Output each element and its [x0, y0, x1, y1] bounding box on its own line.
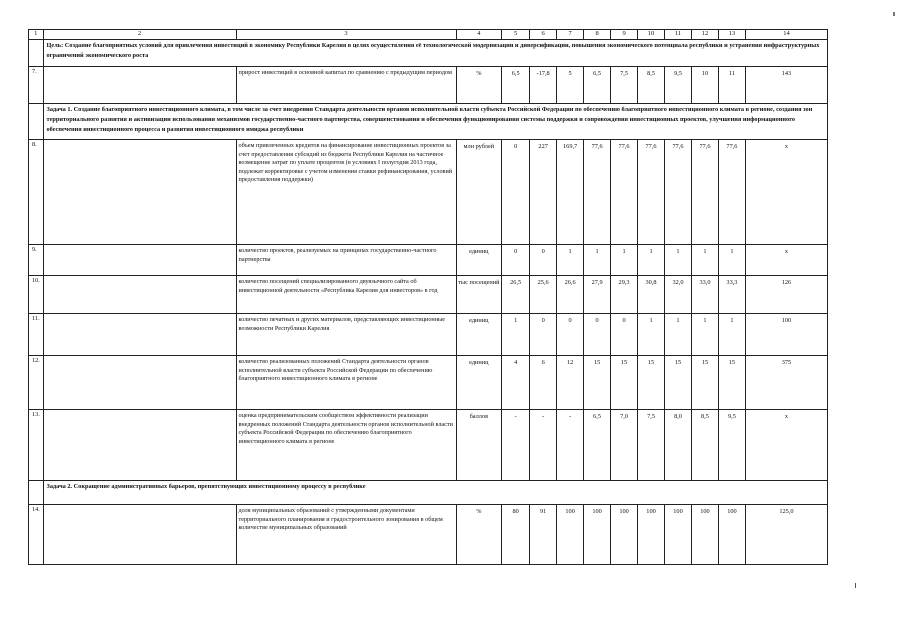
value-cell: 26,5: [502, 276, 530, 314]
value-cell: 25,6: [530, 276, 557, 314]
indicator-name: доля муниципальных образований с утвержденными документами территориального планирования и градостроительного зонирования в общем количестве муниципальных образований: [236, 505, 456, 565]
empty-cell: [43, 245, 236, 276]
header-cell: 5: [502, 30, 530, 40]
value-cell: 0: [530, 245, 557, 276]
header-cell: 4: [456, 30, 502, 40]
value-cell: 7,5: [611, 67, 638, 104]
value-cell: 227: [530, 140, 557, 245]
value-cell: 1: [665, 314, 692, 356]
value-cell: 1: [691, 314, 718, 356]
value-cell: 77,6: [638, 140, 665, 245]
empty-cell: [43, 410, 236, 481]
value-cell: 0: [530, 314, 557, 356]
total-value: 126: [745, 276, 827, 314]
value-cell: 4: [502, 356, 530, 410]
indicator-name: оценка предпринимательским сообществом эффективности реализации внедренных положений Стандарта деятельности органов исполнительной власти субъекта Российской Федерации по обеспечению благоприятного инвестиционного климата в регионе: [236, 410, 456, 481]
value-cell: 8,5: [638, 67, 665, 104]
table-row: [29, 356, 828, 410]
header-cell: 3: [236, 30, 456, 40]
header-cell: 12: [691, 30, 718, 40]
table-row: [29, 140, 828, 245]
value-cell: 100: [584, 505, 611, 565]
value-cell: 77,6: [691, 140, 718, 245]
row-number: 11.: [29, 314, 44, 356]
indicator-name: количество посещений специализированного двуязычного сайта об инвестиционной деятельности «Республика Карелия для инвесторов» в год: [236, 276, 456, 314]
value-cell: -: [557, 410, 584, 481]
header-cell: 11: [665, 30, 692, 40]
value-cell: 100: [665, 505, 692, 565]
value-cell: 100: [638, 505, 665, 565]
value-cell: 77,6: [584, 140, 611, 245]
value-cell: 1: [638, 245, 665, 276]
value-cell: 0: [502, 140, 530, 245]
empty-cell: [43, 276, 236, 314]
value-cell: 6: [530, 356, 557, 410]
header-cell: 1: [29, 30, 44, 40]
header-cell: 8: [584, 30, 611, 40]
empty-cell: [43, 140, 236, 245]
header-cell: 9: [611, 30, 638, 40]
value-cell: 1: [665, 245, 692, 276]
value-cell: 1: [557, 245, 584, 276]
value-cell: 6,5: [502, 67, 530, 104]
value-cell: 29,3: [611, 276, 638, 314]
header-cell: 2: [43, 30, 236, 40]
value-cell: 9,5: [665, 67, 692, 104]
value-cell: 77,6: [718, 140, 745, 245]
table-row: [29, 314, 828, 356]
value-cell: 1: [502, 314, 530, 356]
value-cell: 100: [691, 505, 718, 565]
value-cell: 0: [557, 314, 584, 356]
goal-text: Цель: Создание благоприятных условий для привлечения инвестиций в экономику Республики Карелия в целях осуществления её технологической модернизации и диверсификации, повышения экономического потенциала республики и устранения инфраструктурных ограничений экономического роста: [43, 40, 827, 67]
scan-mark: [893, 12, 895, 16]
indicator-name: объем привлеченных кредитов на финансирование инвестиционных проектов за счет предоставления субсидий из бюджета Республики Карелия на частичное возмещение затрат по уплате процентов (в условиях I полугодия 2013 года, подлежат корректировке с учетом изменения ставки рефинансирования, условий предоставления поддержки): [236, 140, 456, 245]
table-row: [29, 410, 828, 481]
unit: единиц: [456, 356, 502, 410]
total-value: 125,0: [745, 505, 827, 565]
unit: единиц: [456, 314, 502, 356]
row-number: 10.: [29, 276, 44, 314]
value-cell: 100: [718, 505, 745, 565]
total-value: 100: [745, 314, 827, 356]
indicator-name: количество проектов, реализуемых на принципах государственно-частного партнерства: [236, 245, 456, 276]
value-cell: 1: [691, 245, 718, 276]
empty-cell: [43, 67, 236, 104]
value-cell: -: [530, 410, 557, 481]
value-cell: 15: [584, 356, 611, 410]
value-cell: 77,6: [665, 140, 692, 245]
value-cell: 7,0: [611, 410, 638, 481]
task2-row: [29, 481, 828, 505]
value-cell: 8,5: [691, 410, 718, 481]
value-cell: 1: [718, 245, 745, 276]
value-cell: 0: [502, 245, 530, 276]
header-cell: 6: [530, 30, 557, 40]
header-cell: 7: [557, 30, 584, 40]
value-cell: 15: [638, 356, 665, 410]
value-cell: 0: [611, 314, 638, 356]
value-cell: 12: [557, 356, 584, 410]
indicator-name: количество реализованных положений Стандарта деятельности органов исполнительной власти субъекта Российской Федерации по обеспечению благоприятного инвестиционного климата в регионе: [236, 356, 456, 410]
scan-mark: [855, 583, 856, 588]
task2-text: Задача 2. Сокращение административных барьеров, препятствующих инвестиционному процессу в республике: [43, 481, 827, 505]
value-cell: 33,3: [718, 276, 745, 314]
row-number-cell: [29, 481, 44, 505]
row-number-cell: [29, 104, 44, 140]
value-cell: 33,0: [691, 276, 718, 314]
value-cell: 15: [718, 356, 745, 410]
value-cell: 169,7: [557, 140, 584, 245]
value-cell: 1: [611, 245, 638, 276]
indicator-name: количество печатных и других материалов, представляющих инвестиционные возможности Республики Карелия: [236, 314, 456, 356]
value-cell: 10: [691, 67, 718, 104]
value-cell: 6,5: [584, 410, 611, 481]
value-cell: 15: [611, 356, 638, 410]
unit: млн рублей: [456, 140, 502, 245]
row-number: 7.: [29, 67, 44, 104]
row-number: 12.: [29, 356, 44, 410]
row-number: 8.: [29, 140, 44, 245]
total-value: 143: [745, 67, 827, 104]
task1-text: Задача 1. Создание благоприятного инвестиционного климата, в том числе за счет внедрения Стандарта деятельности органов исполнительной власти субъекта Российской Федерации по обеспечению благоприятного инвестиционного климата в регионе, создания зон территориального развития и активизации использования механизмов государственно-частного партнерства, совершенствования и обеспечения функционирования системы поддержки и сопровождения инвестиционных проектов, улучшения информационного обеспечения инвестиционного процесса и развития инвестиционного имиджа республики: [43, 104, 827, 140]
value-cell: 15: [691, 356, 718, 410]
value-cell: 91: [530, 505, 557, 565]
row-number-cell: [29, 40, 44, 67]
table-row: [29, 276, 828, 314]
value-cell: 32,0: [665, 276, 692, 314]
value-cell: 27,9: [584, 276, 611, 314]
value-cell: 1: [718, 314, 745, 356]
header-row: [29, 30, 828, 40]
table-row: [29, 245, 828, 276]
row-number: 9.: [29, 245, 44, 276]
value-cell: 26,6: [557, 276, 584, 314]
value-cell: 80: [502, 505, 530, 565]
unit: тыс посещений: [456, 276, 502, 314]
row-number: 13.: [29, 410, 44, 481]
value-cell: 9,5: [718, 410, 745, 481]
value-cell: 11: [718, 67, 745, 104]
value-cell: 30,8: [638, 276, 665, 314]
value-cell: 15: [665, 356, 692, 410]
unit: %: [456, 505, 502, 565]
table-row: [29, 67, 828, 104]
unit: %: [456, 67, 502, 104]
indicators-table: [28, 29, 828, 565]
total-value: x: [745, 245, 827, 276]
header-cell: 14: [745, 30, 827, 40]
header-cell: 10: [638, 30, 665, 40]
value-cell: 0: [584, 314, 611, 356]
unit: единиц: [456, 245, 502, 276]
value-cell: 6,5: [584, 67, 611, 104]
task1-row: [29, 104, 828, 140]
empty-cell: [43, 505, 236, 565]
header-cell: 13: [718, 30, 745, 40]
value-cell: 77,6: [611, 140, 638, 245]
table-row: [29, 505, 828, 565]
value-cell: 8,0: [665, 410, 692, 481]
total-value: 375: [745, 356, 827, 410]
value-cell: 7,5: [638, 410, 665, 481]
value-cell: 5: [557, 67, 584, 104]
value-cell: 1: [584, 245, 611, 276]
total-value: x: [745, 410, 827, 481]
value-cell: -17,8: [530, 67, 557, 104]
value-cell: 1: [638, 314, 665, 356]
value-cell: -: [502, 410, 530, 481]
empty-cell: [43, 314, 236, 356]
empty-cell: [43, 356, 236, 410]
total-value: x: [745, 140, 827, 245]
value-cell: 100: [611, 505, 638, 565]
unit: баллов: [456, 410, 502, 481]
row-number: 14.: [29, 505, 44, 565]
value-cell: 100: [557, 505, 584, 565]
goal-row: [29, 40, 828, 67]
indicator-name: прирост инвестиций в основной капитал по сравнению с предыдущим периодом: [236, 67, 456, 104]
